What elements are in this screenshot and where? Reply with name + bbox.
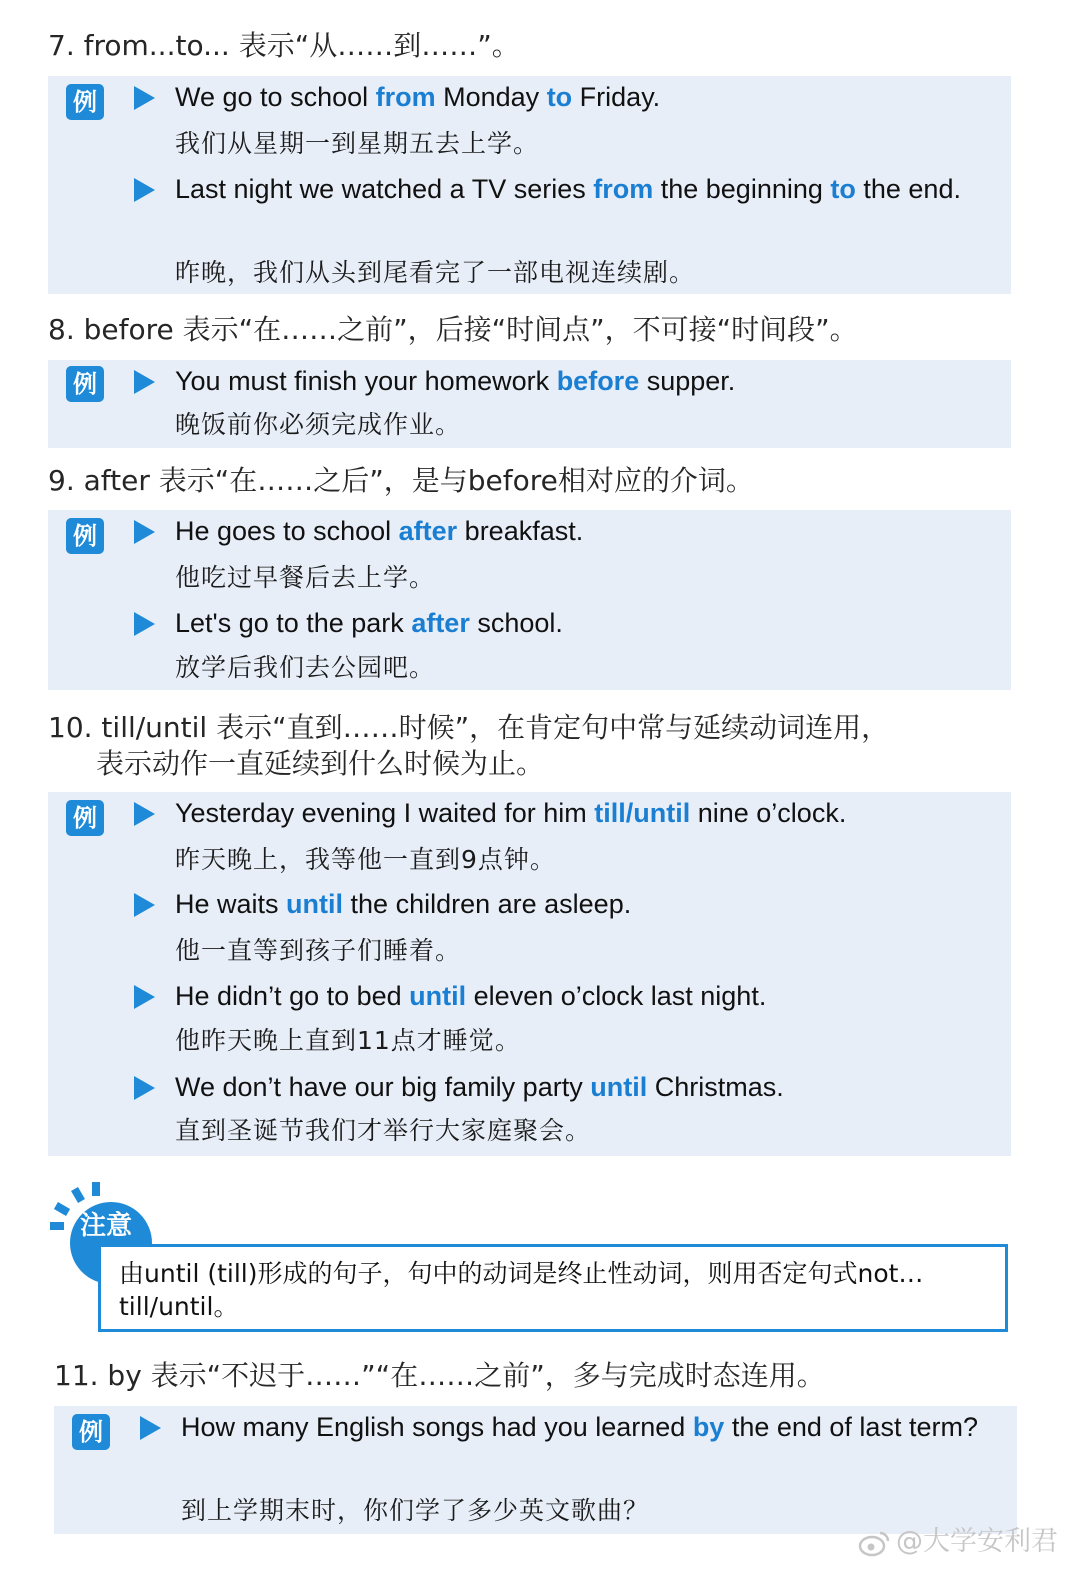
sentence-text: eleven o’clock last night. bbox=[466, 981, 767, 1011]
play-arrow-icon bbox=[140, 1416, 161, 1440]
english-sentence bbox=[175, 795, 993, 832]
note-label: 注意 bbox=[80, 1211, 133, 1241]
english-sentence bbox=[175, 1069, 993, 1106]
sentence-text: You must finish your homework bbox=[175, 366, 557, 396]
play-arrow-icon bbox=[134, 802, 155, 826]
english-sentence bbox=[175, 79, 993, 116]
keyword: till/until bbox=[594, 798, 691, 828]
sentence-text: How many English songs had you learned bbox=[181, 1412, 693, 1442]
sentence-text: the end of last term? bbox=[724, 1412, 978, 1442]
chinese-translation: 他一直等到孩子们睡着。 bbox=[175, 936, 462, 965]
keyword: to bbox=[830, 174, 856, 204]
section-10-heading bbox=[48, 710, 889, 782]
chinese-translation: 晚饭前你必须完成作业。 bbox=[175, 410, 462, 439]
example-box-9 bbox=[48, 510, 1011, 690]
keyword: until bbox=[409, 981, 467, 1011]
keyword: from bbox=[593, 174, 654, 204]
play-arrow-icon bbox=[134, 370, 155, 394]
sentence-text: supper. bbox=[639, 366, 736, 396]
english-sentence bbox=[175, 605, 993, 642]
chinese-translation: 他吃过早餐后去上学。 bbox=[175, 563, 436, 592]
keyword: after bbox=[398, 516, 458, 546]
sentence-text: Last night we watched a TV series bbox=[175, 174, 594, 204]
sentence-text: school. bbox=[469, 608, 563, 638]
section-7-heading: 7. from...to... 表示“从……到……”。 bbox=[48, 29, 520, 62]
sentence-text: the children are asleep. bbox=[343, 889, 632, 919]
play-arrow-icon bbox=[134, 1076, 155, 1100]
example-badge: 例 bbox=[66, 518, 104, 554]
sentence-text: nine o’clock. bbox=[690, 798, 847, 828]
section-8-heading: 8. before 表示“在……之前”，后接“时间点”，不可接“时间段”。 bbox=[48, 313, 858, 346]
chinese-translation: 他昨天晚上直到11点才睡觉。 bbox=[175, 1026, 521, 1055]
chinese-translation: 我们从星期一到星期五去上学。 bbox=[175, 129, 540, 158]
example-box-7 bbox=[48, 76, 1011, 294]
play-arrow-icon bbox=[134, 520, 155, 544]
sentence-text: Christmas. bbox=[647, 1072, 784, 1102]
sentence-text: Friday. bbox=[572, 82, 661, 112]
sentence-text: Let's go to the park bbox=[175, 608, 412, 638]
note-callout bbox=[48, 1178, 1018, 1338]
sentence-text: He goes to school bbox=[175, 516, 399, 546]
example-badge: 例 bbox=[66, 800, 104, 836]
english-sentence bbox=[175, 171, 993, 208]
sentence-text: We go to school bbox=[175, 82, 376, 112]
keyword: until bbox=[590, 1072, 648, 1102]
keyword: to bbox=[546, 82, 573, 112]
chinese-translation: 到上学期末时，你们学了多少英文歌曲？ bbox=[181, 1496, 650, 1525]
play-arrow-icon bbox=[134, 612, 155, 636]
section-10-heading-line2: 表示动作一直延续到什么时候为止。 bbox=[96, 747, 545, 780]
example-badge: 例 bbox=[72, 1414, 110, 1450]
note-text: 由until (till)形成的句子，句中的动词是终止性动词，则用否定句式not… till/until。 bbox=[119, 1259, 924, 1321]
note-box bbox=[98, 1244, 1008, 1332]
keyword: after bbox=[411, 608, 470, 638]
play-arrow-icon bbox=[134, 178, 155, 202]
sentence-text: We don’t have our big family party bbox=[175, 1072, 591, 1102]
example-box-8 bbox=[48, 360, 1011, 448]
english-sentence bbox=[175, 513, 993, 550]
watermark bbox=[858, 1524, 1058, 1560]
example-box-11 bbox=[54, 1406, 1017, 1534]
sentence-text: the end. bbox=[855, 174, 961, 204]
play-arrow-icon bbox=[134, 893, 155, 917]
english-sentence bbox=[175, 363, 993, 400]
play-arrow-icon bbox=[134, 86, 155, 110]
keyword: until bbox=[286, 889, 344, 919]
chinese-translation: 放学后我们去公园吧。 bbox=[175, 653, 436, 682]
english-sentence bbox=[175, 886, 993, 923]
example-badge: 例 bbox=[66, 366, 104, 402]
sentence-text: breakfast. bbox=[457, 516, 584, 546]
example-badge: 例 bbox=[66, 84, 104, 120]
chinese-translation: 昨天晚上，我等他一直到9点钟。 bbox=[175, 845, 556, 874]
chinese-translation: 直到圣诞节我们才举行大家庭聚会。 bbox=[175, 1116, 592, 1145]
section-10-heading-line1: 10. till/until 表示“直到……时候”，在肯定句中常与延续动词连用， bbox=[48, 711, 890, 744]
english-sentence bbox=[175, 978, 993, 1015]
section-11-heading: 11. by 表示“不迟于……”“在……之前”，多与完成时态连用。 bbox=[54, 1359, 825, 1392]
keyword: from bbox=[375, 82, 436, 112]
sentence-text: He didn’t go to bed bbox=[175, 981, 410, 1011]
keyword: by bbox=[692, 1412, 725, 1442]
example-box-10 bbox=[48, 792, 1011, 1156]
play-arrow-icon bbox=[134, 985, 155, 1009]
keyword: before bbox=[556, 366, 640, 396]
chinese-translation: 昨晚，我们从头到尾看完了一部电视连续剧。 bbox=[175, 258, 696, 287]
weibo-logo-icon bbox=[858, 1529, 892, 1557]
sentence-text: He waits bbox=[175, 889, 287, 919]
sentence-text: Monday bbox=[435, 82, 547, 112]
sentence-text: Yesterday evening I waited for him bbox=[175, 798, 595, 828]
section-9-heading: 9. after 表示“在……之后”，是与before相对应的介词。 bbox=[48, 464, 754, 497]
sentence-text: the beginning bbox=[653, 174, 831, 204]
watermark-text: @大学安利君 bbox=[896, 1526, 1058, 1557]
english-sentence bbox=[181, 1409, 999, 1446]
